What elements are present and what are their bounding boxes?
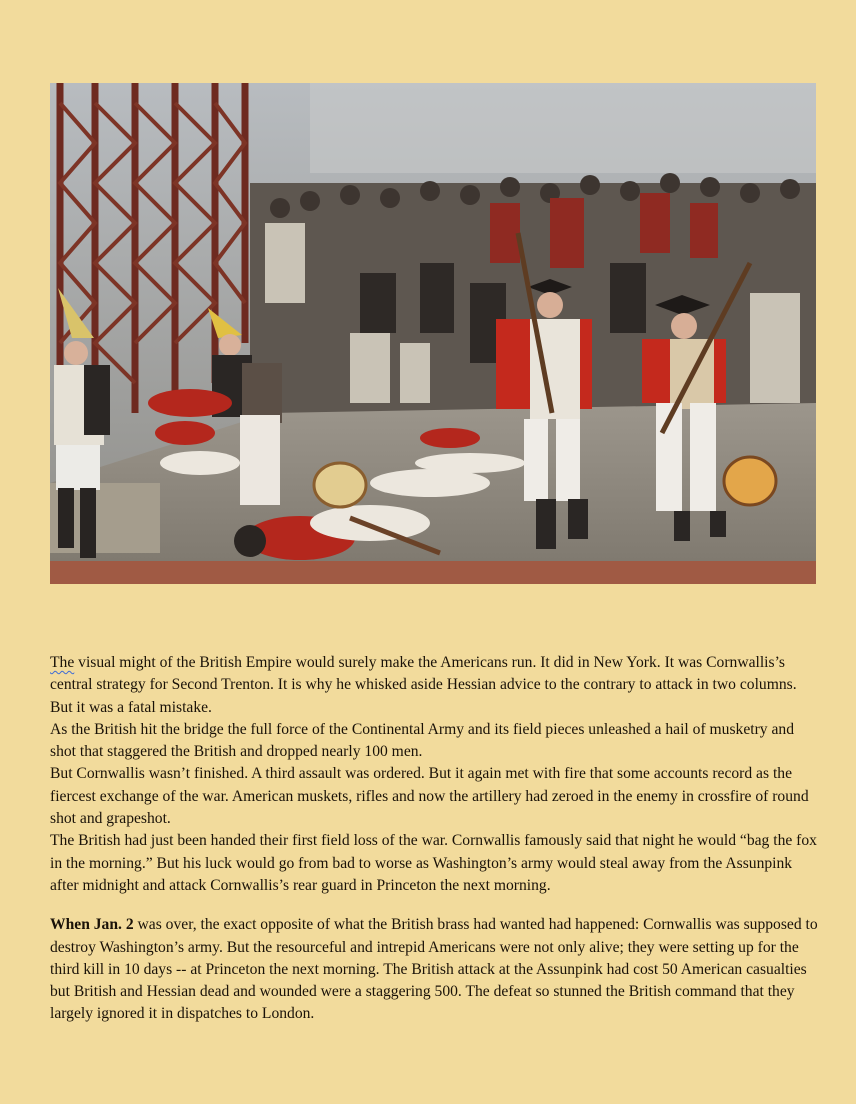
paragraph-4: The British had just been handed their first field loss of the war. Cornwallis famously said that night he would “bag the fox in the morning.” But his luck would go from bad to worse as Washington’s army would steal away from the Assunpink after midnight and attack Cornwallis’s rear guard in Princeton the next morning.: [50, 832, 817, 894]
paragraph-1: [50, 652, 820, 719]
spellcheck-flagged-word: The: [50, 654, 75, 671]
paragraph-5-text: was over, the exact opposite of what the British brass had wanted had happened: Cornwallis was supposed to destroy Washington’s army. But the resourceful and intrepid Americans were not only alive; they were setting up for the third kill in 10 days -- at Princeton the next morning. The British attack at the Assunpink had cost 50 American casualties but British and Hessian dead and wounded were a staggering 500. The defeat so stunned the British command that they largely ignored it in dispatches to London.: [50, 916, 818, 1023]
article-body: [50, 652, 820, 1026]
paragraph-5-lead: When Jan. 2: [50, 916, 134, 934]
paragraph-1-text: visual might of the British Empire would surely make the Americans run. It did in New York. It was Cornwallis’s central strategy for Second Trenton. It is why he whisked aside Hessian advice to the contrary to attack in two columns. But it was a fatal mistake.: [50, 654, 797, 716]
battle-reenactment-illustration: [50, 83, 816, 584]
paragraph-3: But Cornwallis wasn’t finished. A third assault was ordered. But it again met with fire that some accounts record as the fiercest exchange of the war. American muskets, rifles and now the artillery had zeroed in the enemy in crossfire of round shot and grapeshot.: [50, 765, 809, 828]
paragraph-2: As the British hit the bridge the full force of the Continental Army and its field pieces unleashed a hail of musketry and shot that staggered the British and dropped nearly 100 men.: [50, 720, 794, 761]
reenactment-photo: [50, 83, 816, 584]
paragraph-5: [50, 914, 820, 1025]
paragraph-spacer: [50, 897, 820, 914]
